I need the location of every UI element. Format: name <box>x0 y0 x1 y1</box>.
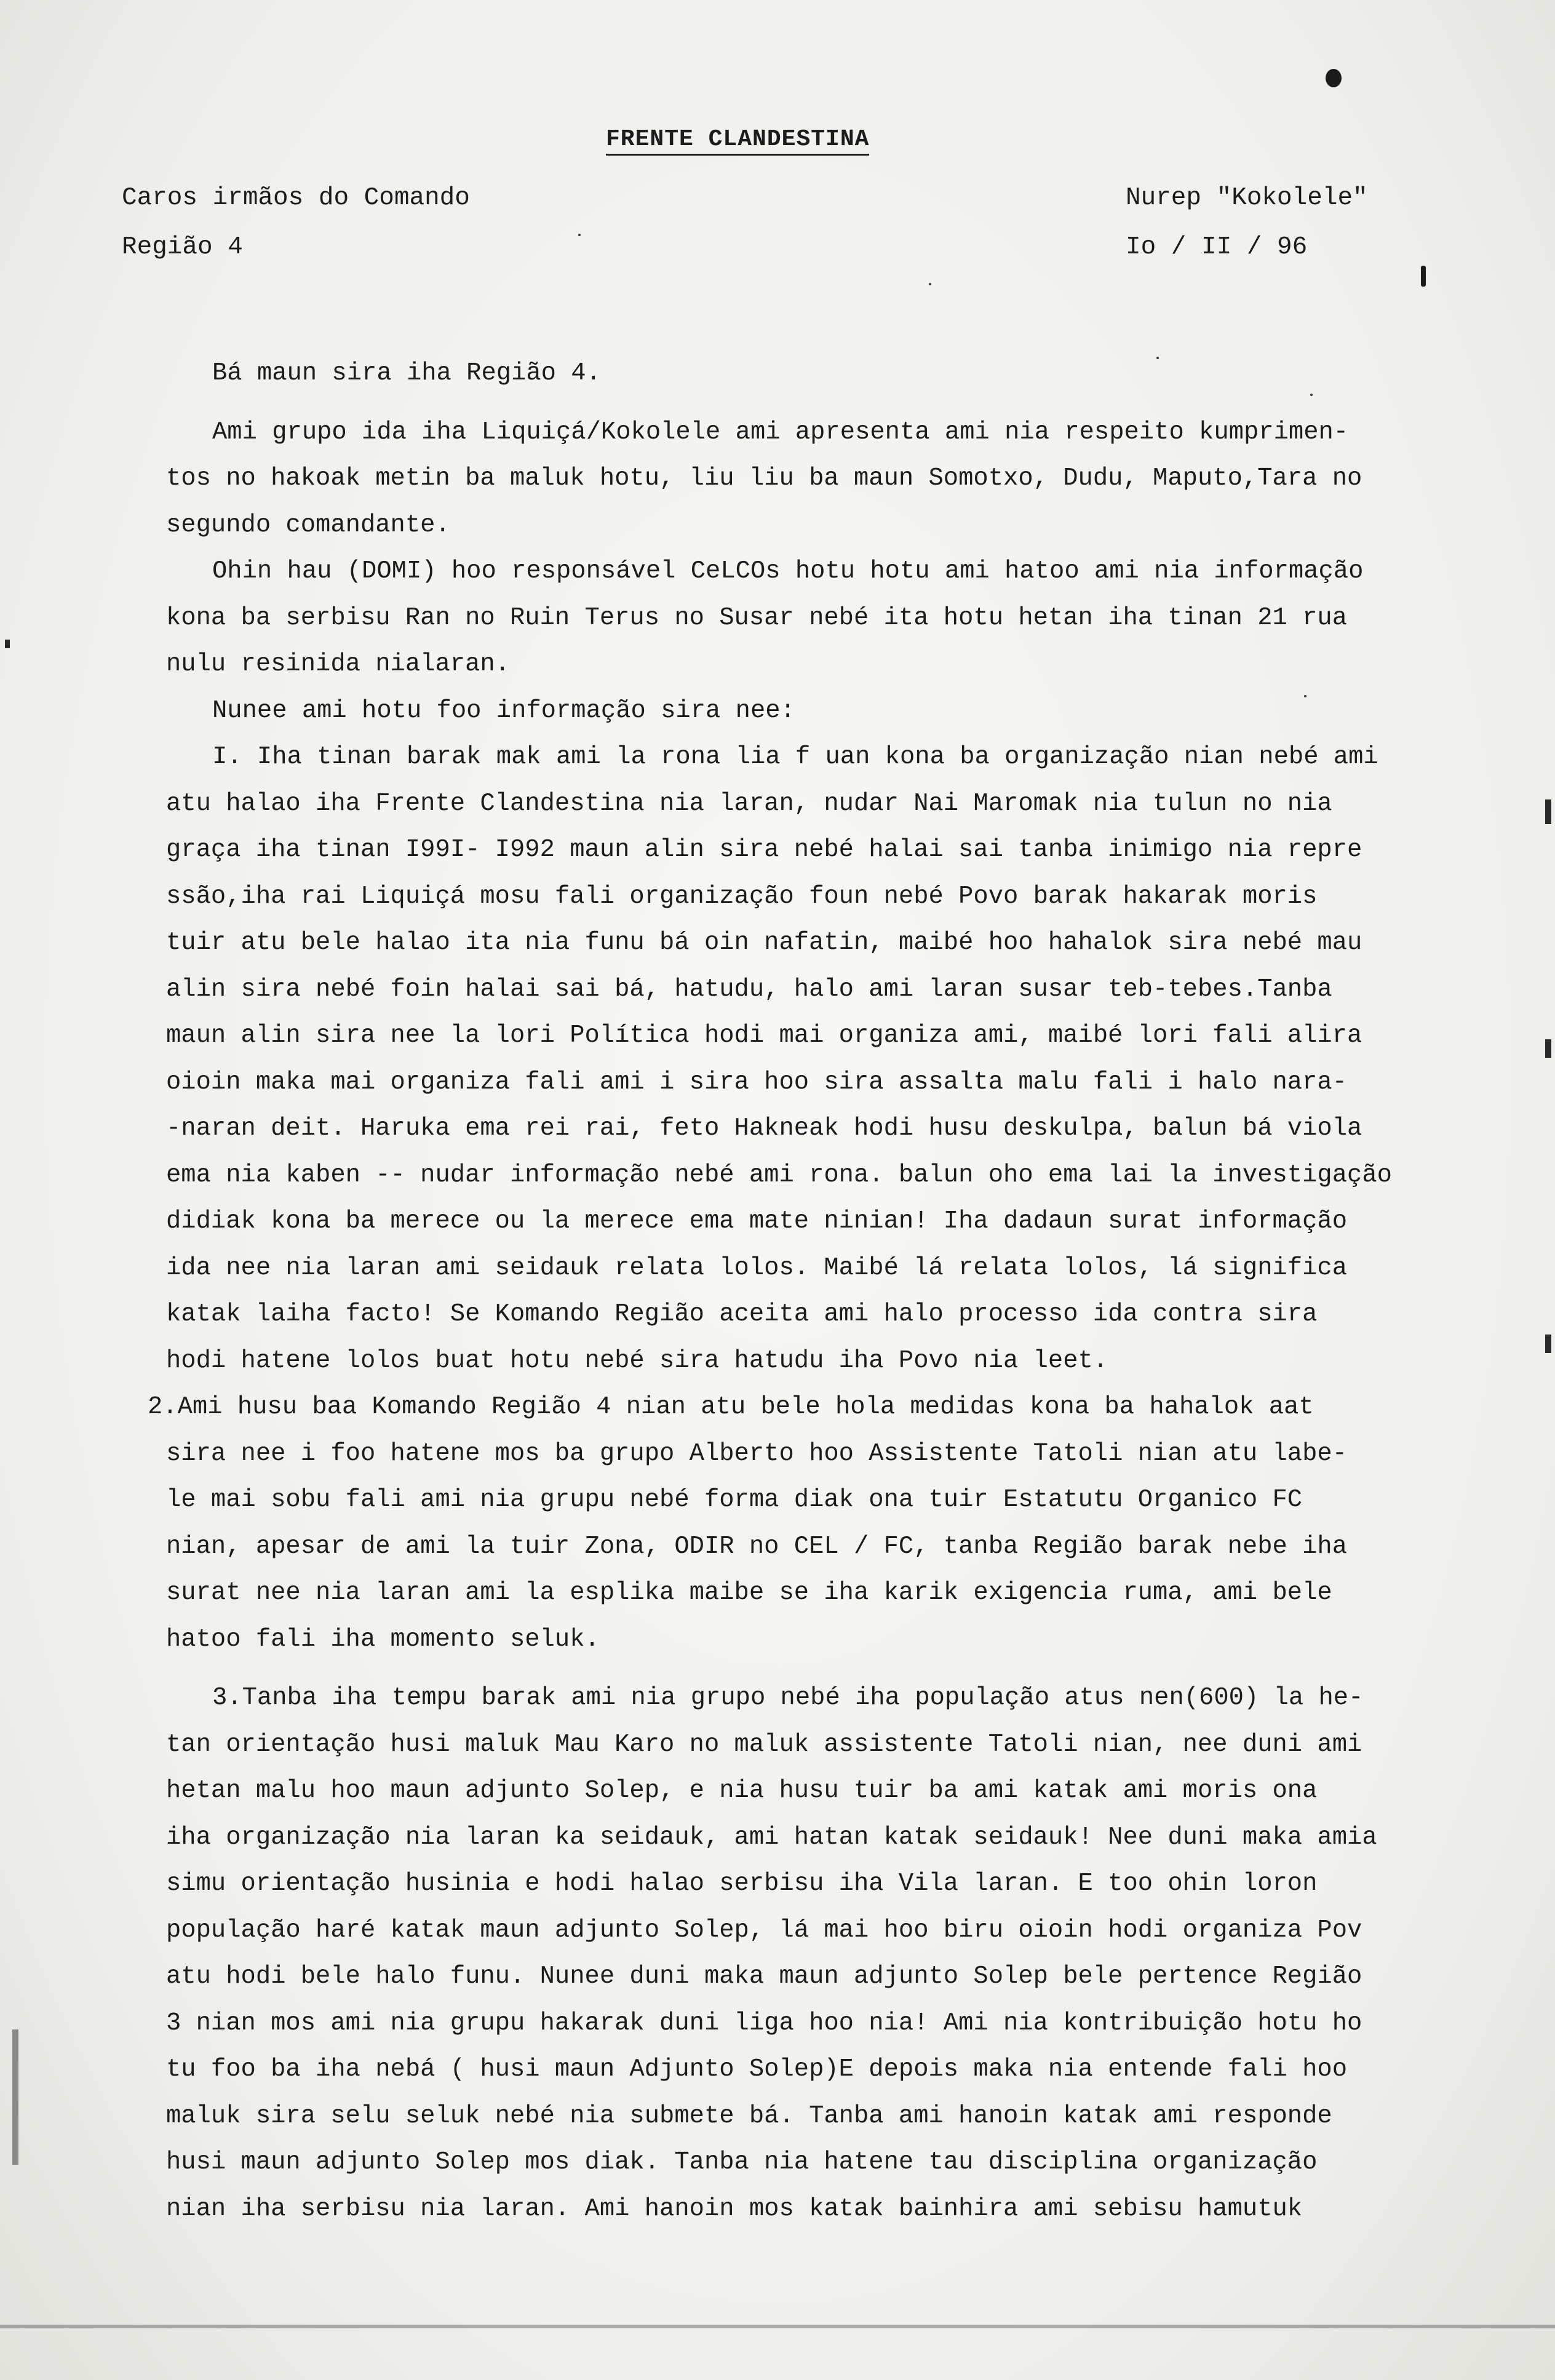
letter-body <box>148 351 1464 2232</box>
body-line: atu hodi bele halo funu. Nunee duni maka maun adjunto Solep bele pertence Região <box>166 1962 1362 1991</box>
body-line: maun alin sira nee la lori Política hodi mai organiza ami, maibé lori fali alira <box>166 1021 1362 1050</box>
document-date: Io / II / 96 <box>1126 233 1308 261</box>
scan-speck <box>1304 695 1306 697</box>
scan-edge-mark <box>1545 1039 1551 1058</box>
sender-block <box>1126 173 1368 272</box>
body-line: kona ba serbisu Ran no Ruin Terus no Susar nebé ita hotu hetan iha tinan 21 rua <box>166 603 1348 632</box>
body-line: husi maun adjunto Solep mos diak. Tanba nia hatene tau disciplina organização <box>166 2148 1318 2176</box>
scan-edge-mark <box>1545 799 1551 824</box>
scan-edge-mark <box>12 2029 18 2165</box>
body-line: surat nee nia laran ami la esplika maibe se iha karik exigencia ruma, ami bele <box>166 1579 1332 1607</box>
scan-edge-mark <box>5 640 10 648</box>
body-line: atu halao iha Frente Clandestina nia laran, nudar Nai Maromak nia tulun no nia <box>166 789 1332 818</box>
body-line: ida nee nia laran ami seidauk relata lolos. Maibé lá relata lolos, lá significa <box>166 1253 1348 1282</box>
document-title: FRENTE CLANDESTINA <box>606 126 869 156</box>
body-line: -naran deit. Haruka ema rei rai, feto Hakneak hodi husu deskulpa, balun bá viola <box>166 1114 1362 1143</box>
body-line: hatoo fali iha momento seluk. <box>166 1625 600 1654</box>
scan-speck <box>578 234 581 236</box>
body-line: tan orientação husi maluk Mau Karo no maluk assistente Tatoli nian, nee duni ami <box>166 1730 1362 1759</box>
scan-edge-mark <box>0 2325 1555 2328</box>
scan-speck <box>1156 357 1159 359</box>
body-line: oioin maka mai organiza fali ami i sira hoo sira assalta malu fali i halo nara- <box>166 1068 1348 1097</box>
body-line: sira nee i foo hatene mos ba grupo Alberto hoo Assistente Tatoli nian atu labe- <box>166 1439 1348 1468</box>
body-line: didiak kona ba merece ou la merece ema mate ninian! Iha dadaun surat informação <box>166 1207 1348 1236</box>
body-line: graça iha tinan I99I- I992 maun alin sira nebé halai sai tanba inimigo nia repre <box>166 836 1362 864</box>
addressee-line: Caros irmãos do Comando <box>122 184 470 212</box>
scan-speck <box>929 283 931 285</box>
body-line: simu orientação husinia e hodi halao serbisu iha Vila laran. E too ohin loron <box>166 1870 1318 1898</box>
body-line: segundo comandante. <box>166 510 450 539</box>
body-line: katak laiha facto! Se Komando Região aceita ami halo processo ida contra sira <box>166 1300 1318 1328</box>
body-line: Nunee ami hotu foo informação sira nee: <box>212 696 795 725</box>
body-line: Ami grupo ida iha Liquiçá/Kokolele ami apresenta ami nia respeito kumprimen- <box>212 418 1349 446</box>
ink-blot <box>1326 69 1342 87</box>
body-line: maluk sira selu seluk nebé nia submete bá. Tanba ami hanoin katak ami responde <box>166 2101 1332 2130</box>
body-line: nulu resinida nialaran. <box>166 650 510 678</box>
greeting: Bá maun sira iha Região 4. <box>212 359 601 387</box>
body-line: alin sira nebé foin halai sai bá, hatudu, halo ami laran susar teb-tebes.Tanba <box>166 975 1332 1004</box>
sender-name: Nurep "Kokolele" <box>1126 184 1368 212</box>
body-line: nian iha serbisu nia laran. Ami hanoin mos katak bainhira ami sebisu hamutuk <box>166 2194 1303 2223</box>
body-line: tos no hakoak metin ba maluk hotu, liu liu ba maun Somotxo, Dudu, Maputo,Tara no <box>166 464 1362 493</box>
body-line: tu foo ba iha nebá ( husi maun Adjunto Solep)E depois maka nia entende fali hoo <box>166 2055 1348 2084</box>
body-line: nian, apesar de ami la tuir Zona, ODIR no CEL / FC, tanba Região barak nebe iha <box>166 1532 1348 1561</box>
ink-blot <box>1421 266 1426 287</box>
body-line: tuir atu bele halao ita nia funu bá oin nafatin, maibé hoo hahalok sira nebé mau <box>166 929 1362 957</box>
addressee-block <box>122 173 470 272</box>
body-line: ema nia kaben -- nudar informação nebé ami rona. balun oho ema lai la investigação <box>166 1160 1392 1189</box>
scan-speck <box>1310 394 1313 396</box>
body-line: 2.Ami husu baa Komando Região 4 nian atu bele hola medidas kona ba hahalok aat <box>148 1393 1314 1421</box>
body-line: população haré katak maun adjunto Solep, lá mai hoo biru oioin hodi organiza Pov <box>166 1916 1362 1945</box>
addressee-region: Região 4 <box>122 233 243 261</box>
body-line: le mai sobu fali ami nia grupu nebé forma diak ona tuir Estatutu Organico FC <box>166 1486 1303 1514</box>
body-line: hetan malu hoo maun adjunto Solep, e nia husu tuir ba ami katak ami moris ona <box>166 1777 1318 1805</box>
body-line: I. Iha tinan barak mak ami la rona lia f uan kona ba organização nian nebé ami <box>212 743 1378 771</box>
body-line: ssão,iha rai Liquiçá mosu fali organização foun nebé Povo barak hakarak moris <box>166 882 1318 911</box>
body-line: hodi hatene lolos buat hotu nebé sira hatudu iha Povo nia leet. <box>166 1346 1108 1375</box>
body-line: Ohin hau (DOMI) hoo responsável CeLCOs hotu hotu ami hatoo ami nia informação <box>212 557 1364 585</box>
scan-edge-mark <box>1545 1335 1551 1353</box>
body-line: iha organização nia laran ka seidauk, ami hatan katak seidauk! Nee duni maka amia <box>166 1823 1377 1852</box>
body-line: 3 nian mos ami nia grupu hakarak duni liga hoo nia! Ami nia kontribuição hotu ho <box>166 2009 1362 2037</box>
body-line: 3.Tanba iha tempu barak ami nia grupo nebé iha população atus nen(600) la he- <box>212 1684 1364 1712</box>
